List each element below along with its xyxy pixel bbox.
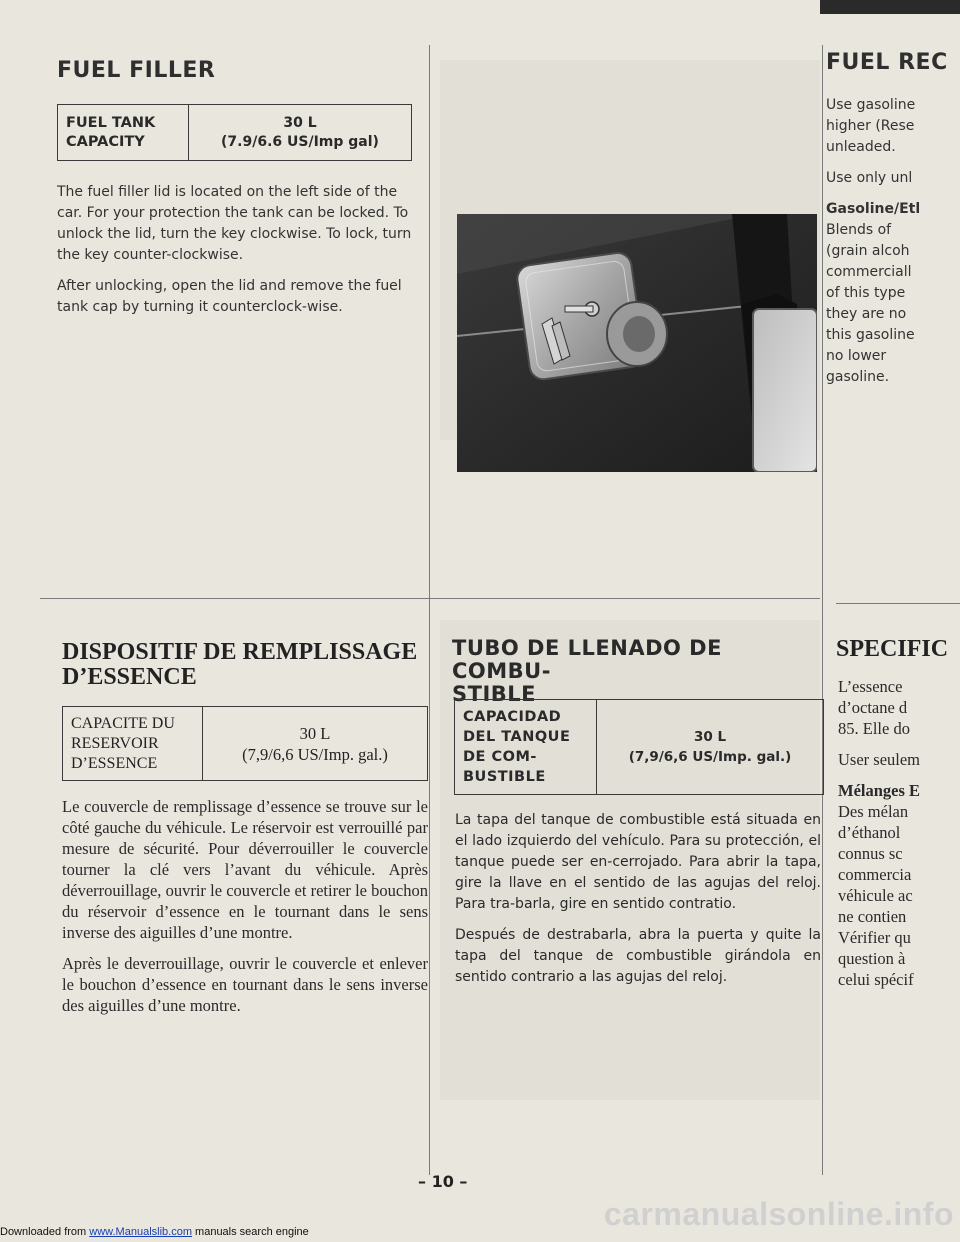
text-line: 85. Elle do: [838, 719, 910, 738]
footer-prefix: Downloaded from: [0, 1226, 90, 1238]
spec-value-line: (7,9/6,6 US/Imp. gal.): [242, 744, 388, 764]
spec-label-line: RESERVOIR: [71, 734, 159, 752]
text-line: Mélanges E: [838, 781, 921, 800]
body-text-french: [62, 796, 428, 1026]
column-divider: [429, 45, 430, 1175]
paragraph: After unlocking, open the lid and remove the fuel tank cap by turning it counterclock-wise.: [57, 278, 402, 315]
spec-label-english: [58, 105, 189, 160]
spec-label-line: DE COM-: [463, 749, 537, 765]
text-line: unleaded.: [826, 139, 896, 155]
spec-value-line: (7,9/6,6 US/Imp. gal.): [628, 749, 792, 765]
section-divider: [40, 598, 820, 599]
section-heading-spanish: [452, 637, 824, 706]
spec-value-line: 30 L: [693, 729, 727, 745]
text-line: Des mélan: [838, 802, 909, 821]
text-line: Vérifier qu: [838, 928, 911, 947]
text-line: L’essence: [838, 677, 903, 696]
next-page-heading-french: SPECIFIC: [836, 636, 949, 662]
spec-table-english: [57, 104, 412, 161]
heading-line: DISPOSITIF DE REMPLISSAGE: [62, 639, 418, 665]
text-line: gasoline.: [826, 369, 890, 385]
text-line: d’éthanol: [838, 823, 901, 842]
spec-value-line: 30 L: [299, 723, 331, 743]
next-page-english-column: [826, 50, 960, 410]
paragraph: Après le deverrouillage, ouvrir le couvercle et enlever le bouchon d’essence en tournant dans le sens inverse des aiguilles d’une montre.: [62, 954, 428, 1015]
text-line: (grain alcoh: [826, 243, 910, 259]
text-line: this gasoline: [826, 327, 915, 343]
spec-label-spanish: [455, 700, 597, 794]
page-gutter-line: [822, 45, 823, 1175]
spec-label-line: FUEL TANK: [66, 114, 156, 131]
section-heading-french: [62, 640, 422, 690]
text-line: celui spécif: [838, 970, 914, 989]
text-line: commercia: [838, 865, 912, 884]
spec-value-english: [189, 105, 411, 160]
text-line: ne contien: [838, 907, 907, 926]
spec-value-line: (7.9/6.6 US/Imp gal): [221, 133, 379, 150]
text-line: they are no: [826, 306, 907, 322]
footer-suffix: manuals search engine: [191, 1226, 309, 1238]
page-edge-shadow: [820, 0, 960, 14]
page-number: – 10 –: [418, 1172, 468, 1191]
spec-value-spanish: [597, 700, 823, 794]
spec-label-line: DEL TANQUE: [463, 729, 571, 745]
heading-line: TUBO DE LLENADO DE COMBU-: [452, 636, 722, 683]
text-line: commerciall: [826, 264, 912, 280]
next-page-heading-english: FUEL REC: [826, 50, 948, 75]
fuel-filler-photo: [457, 214, 817, 472]
text-line: Use gasoline: [826, 97, 916, 113]
text-line: higher (Rese: [826, 118, 915, 134]
spec-label-line: D’ESSENCE: [71, 754, 158, 772]
spec-table-french: [62, 706, 428, 781]
section-heading-english: FUEL FILLER: [57, 58, 216, 83]
text-line: véhicule ac: [838, 886, 913, 905]
paragraph: The fuel filler lid is located on the left side of the car. For your protection the tank can be locked. To unlock the lid, turn the key clockwise. To lock, turn the key counter-clockwise.: [57, 184, 412, 263]
text-line: User seulem: [838, 750, 921, 769]
section-divider-next-page: [836, 603, 960, 604]
footer-link[interactable]: www.Manualslib.com: [89, 1226, 192, 1238]
body-text-spanish: [455, 810, 821, 998]
heading-line: D’ESSENCE: [62, 664, 197, 690]
text-line: d’octane d: [838, 698, 908, 717]
spec-label-line: BUSTIBLE: [463, 769, 546, 785]
spec-table-spanish: [454, 699, 824, 795]
paragraph: Le couvercle de remplissage d’essence se trouve sur le côté gauche du véhicule. Le réservoir est verrouillé par mesure de sécurité. Pour déverrouiller le couvercle tourner la clé vers l’avant du véhicule. Après déverrouillage, ouvrir le couvercle et retirer le bouchon du réservoir d’essence en le tournant dans le sens inverse des aiguilles d’une montre.: [62, 797, 428, 942]
body-text-english: [57, 182, 417, 328]
text-line: Use only unl: [826, 170, 913, 186]
next-page-french-column: [836, 636, 960, 1036]
paragraph: Después de destrabarla, abra la puerta y quite la tapa del tanque de combustible girándola en sentido contrario a las agujas del reloj.: [455, 927, 821, 985]
text-line: of this type: [826, 285, 906, 301]
spec-label-line: CAPACITY: [66, 133, 145, 150]
spec-value-line: 30 L: [283, 114, 317, 131]
spec-label-line: CAPACIDAD: [463, 709, 562, 725]
spec-label-french: [63, 707, 203, 780]
text-line: connus sc: [838, 844, 903, 863]
spec-label-line: CAPACITE DU: [71, 714, 175, 732]
fuel-lid-illustration: [457, 214, 817, 472]
text-line: Blends of: [826, 222, 892, 238]
download-footer: [0, 1226, 309, 1238]
text-line: question à: [838, 949, 906, 968]
text-line: Gasoline/Etl: [826, 201, 921, 217]
spec-value-french: [203, 707, 427, 780]
text-line: no lower: [826, 348, 887, 364]
paragraph: La tapa del tanque de combustible está situada en el lado izquierdo del vehículo. Para su protección, el tanque puede ser en-cerrojado. Para abrir la tapa, gire la llave en el sentido de las agujas del reloj. Para tra-barla, gire en sentido contratio.: [455, 812, 821, 912]
heading-line: STIBLE: [452, 682, 536, 706]
watermark: carmanualsonline.info: [603, 1196, 954, 1232]
